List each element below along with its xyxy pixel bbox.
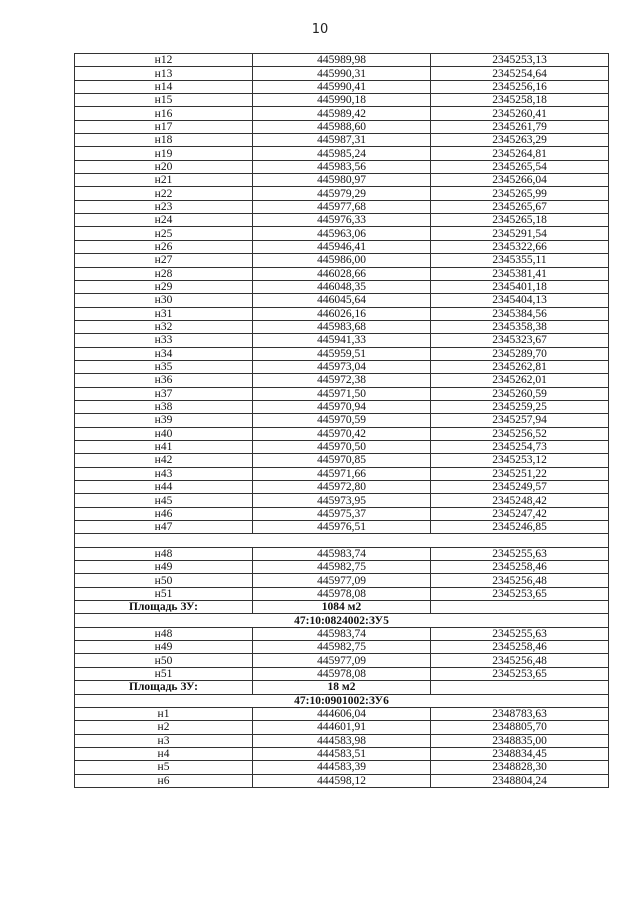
point-id-cell: н51 <box>75 667 253 680</box>
table-row <box>75 80 609 93</box>
point-id-cell: н27 <box>75 254 253 267</box>
table-row <box>75 360 609 373</box>
x-coordinate-cell: 445972,38 <box>253 374 431 387</box>
x-coordinate-cell: 446045,64 <box>253 294 431 307</box>
x-coordinate-cell: 445973,95 <box>253 494 431 507</box>
y-coordinate-cell: 2345404,13 <box>431 294 609 307</box>
table-row <box>75 721 609 734</box>
area-label: Площадь ЗУ: <box>75 681 253 694</box>
table-row <box>75 307 609 320</box>
y-coordinate-cell: 2345251,22 <box>431 467 609 480</box>
x-coordinate-cell: 445975,37 <box>253 507 431 520</box>
x-coordinate-cell: 445977,09 <box>253 574 431 587</box>
x-coordinate-cell: 445970,50 <box>253 440 431 453</box>
y-coordinate-cell: 2345265,18 <box>431 214 609 227</box>
empty-cell <box>431 601 609 614</box>
point-id-cell: н16 <box>75 107 253 120</box>
point-id-cell: н51 <box>75 587 253 600</box>
point-id-cell: н24 <box>75 214 253 227</box>
section-heading-row <box>75 614 609 627</box>
x-coordinate-cell: 445985,24 <box>253 147 431 160</box>
point-id-cell: н37 <box>75 387 253 400</box>
table-row <box>75 187 609 200</box>
y-coordinate-cell: 2345265,67 <box>431 200 609 213</box>
y-coordinate-cell: 2345256,52 <box>431 427 609 440</box>
point-id-cell: н45 <box>75 494 253 507</box>
table-row <box>75 120 609 133</box>
y-coordinate-cell: 2345256,48 <box>431 654 609 667</box>
x-coordinate-cell: 445990,41 <box>253 80 431 93</box>
point-id-cell: н12 <box>75 54 253 67</box>
x-coordinate-cell: 445982,75 <box>253 561 431 574</box>
table-row <box>75 387 609 400</box>
y-coordinate-cell: 2345323,67 <box>431 334 609 347</box>
x-coordinate-cell: 445970,42 <box>253 427 431 440</box>
coordinates-table <box>74 53 609 788</box>
x-coordinate-cell: 444583,51 <box>253 747 431 760</box>
table-row <box>75 654 609 667</box>
point-id-cell: н25 <box>75 227 253 240</box>
point-id-cell: н33 <box>75 334 253 347</box>
area-row <box>75 681 609 694</box>
table-row <box>75 107 609 120</box>
point-id-cell: н50 <box>75 574 253 587</box>
x-coordinate-cell: 445983,56 <box>253 160 431 173</box>
point-id-cell: н1 <box>75 707 253 720</box>
y-coordinate-cell: 2345258,46 <box>431 561 609 574</box>
y-coordinate-cell: 2345262,81 <box>431 360 609 373</box>
x-coordinate-cell: 445978,08 <box>253 587 431 600</box>
y-coordinate-cell: 2348805,70 <box>431 721 609 734</box>
table-row <box>75 521 609 534</box>
y-coordinate-cell: 2345253,65 <box>431 587 609 600</box>
table-row <box>75 200 609 213</box>
x-coordinate-cell: 445973,04 <box>253 360 431 373</box>
x-coordinate-cell: 445970,59 <box>253 414 431 427</box>
point-id-cell: н34 <box>75 347 253 360</box>
point-id-cell: н2 <box>75 721 253 734</box>
empty-cell <box>75 534 609 547</box>
table-row <box>75 267 609 280</box>
table-row <box>75 587 609 600</box>
y-coordinate-cell: 2348783,63 <box>431 707 609 720</box>
x-coordinate-cell: 445980,97 <box>253 174 431 187</box>
y-coordinate-cell: 2345384,56 <box>431 307 609 320</box>
point-id-cell: н23 <box>75 200 253 213</box>
table-row <box>75 494 609 507</box>
point-id-cell: н50 <box>75 654 253 667</box>
cadastral-number-heading: 47:10:0901002:ЗУ6 <box>75 694 609 707</box>
table-row <box>75 414 609 427</box>
y-coordinate-cell: 2345253,65 <box>431 667 609 680</box>
x-coordinate-cell: 445971,66 <box>253 467 431 480</box>
table-row <box>75 94 609 107</box>
x-coordinate-cell: 445971,50 <box>253 387 431 400</box>
point-id-cell: н22 <box>75 187 253 200</box>
y-coordinate-cell: 2345246,85 <box>431 521 609 534</box>
x-coordinate-cell: 445978,08 <box>253 667 431 680</box>
y-coordinate-cell: 2345266,04 <box>431 174 609 187</box>
point-id-cell: н31 <box>75 307 253 320</box>
table-row <box>75 707 609 720</box>
y-coordinate-cell: 2345322,66 <box>431 240 609 253</box>
table-row <box>75 747 609 760</box>
y-coordinate-cell: 2345255,63 <box>431 627 609 640</box>
y-coordinate-cell: 2345253,13 <box>431 54 609 67</box>
y-coordinate-cell: 2345260,59 <box>431 387 609 400</box>
x-coordinate-cell: 445941,33 <box>253 334 431 347</box>
y-coordinate-cell: 2348835,00 <box>431 734 609 747</box>
table-row <box>75 667 609 680</box>
table-row <box>75 67 609 80</box>
y-coordinate-cell: 2345258,18 <box>431 94 609 107</box>
x-coordinate-cell: 445983,74 <box>253 627 431 640</box>
point-id-cell: н5 <box>75 761 253 774</box>
table-row <box>75 547 609 560</box>
x-coordinate-cell: 445983,68 <box>253 320 431 333</box>
x-coordinate-cell: 445988,60 <box>253 120 431 133</box>
point-id-cell: н3 <box>75 734 253 747</box>
y-coordinate-cell: 2345258,46 <box>431 641 609 654</box>
point-id-cell: н46 <box>75 507 253 520</box>
point-id-cell: н4 <box>75 747 253 760</box>
y-coordinate-cell: 2345256,48 <box>431 574 609 587</box>
table-row <box>75 280 609 293</box>
x-coordinate-cell: 445976,33 <box>253 214 431 227</box>
point-id-cell: н29 <box>75 280 253 293</box>
table-row <box>75 641 609 654</box>
point-id-cell: н13 <box>75 67 253 80</box>
y-coordinate-cell: 2348804,24 <box>431 774 609 787</box>
y-coordinate-cell: 2345256,16 <box>431 80 609 93</box>
y-coordinate-cell: 2345249,57 <box>431 481 609 494</box>
table-row <box>75 507 609 520</box>
y-coordinate-cell: 2345259,25 <box>431 400 609 413</box>
point-id-cell: н48 <box>75 547 253 560</box>
point-id-cell: н17 <box>75 120 253 133</box>
x-coordinate-cell: 445979,29 <box>253 187 431 200</box>
table-row <box>75 334 609 347</box>
table-row <box>75 427 609 440</box>
x-coordinate-cell: 444583,98 <box>253 734 431 747</box>
point-id-cell: н49 <box>75 561 253 574</box>
point-id-cell: н26 <box>75 240 253 253</box>
x-coordinate-cell: 445987,31 <box>253 134 431 147</box>
table-row <box>75 294 609 307</box>
table-row <box>75 374 609 387</box>
table-row <box>75 774 609 787</box>
table-row <box>75 454 609 467</box>
empty-row <box>75 534 609 547</box>
table-row <box>75 214 609 227</box>
point-id-cell: н40 <box>75 427 253 440</box>
y-coordinate-cell: 2348828,30 <box>431 761 609 774</box>
x-coordinate-cell: 445990,31 <box>253 67 431 80</box>
coordinates-table-body <box>75 54 609 788</box>
point-id-cell: н28 <box>75 267 253 280</box>
x-coordinate-cell: 445990,18 <box>253 94 431 107</box>
x-coordinate-cell: 444598,12 <box>253 774 431 787</box>
y-coordinate-cell: 2345381,41 <box>431 267 609 280</box>
x-coordinate-cell: 445989,98 <box>253 54 431 67</box>
x-coordinate-cell: 446026,16 <box>253 307 431 320</box>
table-row <box>75 734 609 747</box>
x-coordinate-cell: 445989,42 <box>253 107 431 120</box>
table-row <box>75 240 609 253</box>
table-row <box>75 627 609 640</box>
y-coordinate-cell: 2345358,38 <box>431 320 609 333</box>
y-coordinate-cell: 2345255,63 <box>431 547 609 560</box>
x-coordinate-cell: 445963,06 <box>253 227 431 240</box>
point-id-cell: н15 <box>75 94 253 107</box>
x-coordinate-cell: 445972,80 <box>253 481 431 494</box>
cadastral-number-heading: 47:10:0824002:ЗУ5 <box>75 614 609 627</box>
point-id-cell: н36 <box>75 374 253 387</box>
y-coordinate-cell: 2345289,70 <box>431 347 609 360</box>
point-id-cell: н49 <box>75 641 253 654</box>
y-coordinate-cell: 2345254,73 <box>431 440 609 453</box>
table-row <box>75 440 609 453</box>
point-id-cell: н20 <box>75 160 253 173</box>
point-id-cell: н30 <box>75 294 253 307</box>
section-heading-row <box>75 694 609 707</box>
y-coordinate-cell: 2345265,54 <box>431 160 609 173</box>
x-coordinate-cell: 444601,91 <box>253 721 431 734</box>
point-id-cell: н14 <box>75 80 253 93</box>
x-coordinate-cell: 444583,39 <box>253 761 431 774</box>
y-coordinate-cell: 2345355,11 <box>431 254 609 267</box>
point-id-cell: н6 <box>75 774 253 787</box>
y-coordinate-cell: 2345265,99 <box>431 187 609 200</box>
table-row <box>75 347 609 360</box>
y-coordinate-cell: 2345260,41 <box>431 107 609 120</box>
x-coordinate-cell: 444606,04 <box>253 707 431 720</box>
x-coordinate-cell: 445970,85 <box>253 454 431 467</box>
point-id-cell: н38 <box>75 400 253 413</box>
x-coordinate-cell: 445977,09 <box>253 654 431 667</box>
point-id-cell: н48 <box>75 627 253 640</box>
area-value: 18 м2 <box>253 681 431 694</box>
y-coordinate-cell: 2345263,29 <box>431 134 609 147</box>
y-coordinate-cell: 2345248,42 <box>431 494 609 507</box>
point-id-cell: н18 <box>75 134 253 147</box>
table-row <box>75 400 609 413</box>
table-row <box>75 320 609 333</box>
table-row <box>75 134 609 147</box>
table-row <box>75 481 609 494</box>
point-id-cell: н41 <box>75 440 253 453</box>
table-row <box>75 174 609 187</box>
point-id-cell: н42 <box>75 454 253 467</box>
x-coordinate-cell: 445977,68 <box>253 200 431 213</box>
point-id-cell: н35 <box>75 360 253 373</box>
x-coordinate-cell: 446048,35 <box>253 280 431 293</box>
x-coordinate-cell: 445986,00 <box>253 254 431 267</box>
point-id-cell: н19 <box>75 147 253 160</box>
point-id-cell: н44 <box>75 481 253 494</box>
y-coordinate-cell: 2345261,79 <box>431 120 609 133</box>
table-row <box>75 467 609 480</box>
x-coordinate-cell: 445959,51 <box>253 347 431 360</box>
y-coordinate-cell: 2345253,12 <box>431 454 609 467</box>
area-label: Площадь ЗУ: <box>75 601 253 614</box>
x-coordinate-cell: 446028,66 <box>253 267 431 280</box>
table-row <box>75 227 609 240</box>
empty-cell <box>431 681 609 694</box>
x-coordinate-cell: 445976,51 <box>253 521 431 534</box>
x-coordinate-cell: 445946,41 <box>253 240 431 253</box>
y-coordinate-cell: 2345264,81 <box>431 147 609 160</box>
table-row <box>75 147 609 160</box>
page-number: 10 <box>311 22 329 37</box>
y-coordinate-cell: 2345291,54 <box>431 227 609 240</box>
table-row <box>75 254 609 267</box>
table-row <box>75 574 609 587</box>
y-coordinate-cell: 2345401,18 <box>431 280 609 293</box>
area-value: 1084 м2 <box>253 601 431 614</box>
y-coordinate-cell: 2345247,42 <box>431 507 609 520</box>
y-coordinate-cell: 2348834,45 <box>431 747 609 760</box>
table-row <box>75 54 609 67</box>
y-coordinate-cell: 2345257,94 <box>431 414 609 427</box>
x-coordinate-cell: 445983,74 <box>253 547 431 560</box>
x-coordinate-cell: 445982,75 <box>253 641 431 654</box>
point-id-cell: н47 <box>75 521 253 534</box>
area-row <box>75 601 609 614</box>
point-id-cell: н39 <box>75 414 253 427</box>
x-coordinate-cell: 445970,94 <box>253 400 431 413</box>
table-row <box>75 561 609 574</box>
point-id-cell: н43 <box>75 467 253 480</box>
point-id-cell: н21 <box>75 174 253 187</box>
table-row <box>75 761 609 774</box>
table-row <box>75 160 609 173</box>
y-coordinate-cell: 2345262,01 <box>431 374 609 387</box>
y-coordinate-cell: 2345254,64 <box>431 67 609 80</box>
point-id-cell: н32 <box>75 320 253 333</box>
